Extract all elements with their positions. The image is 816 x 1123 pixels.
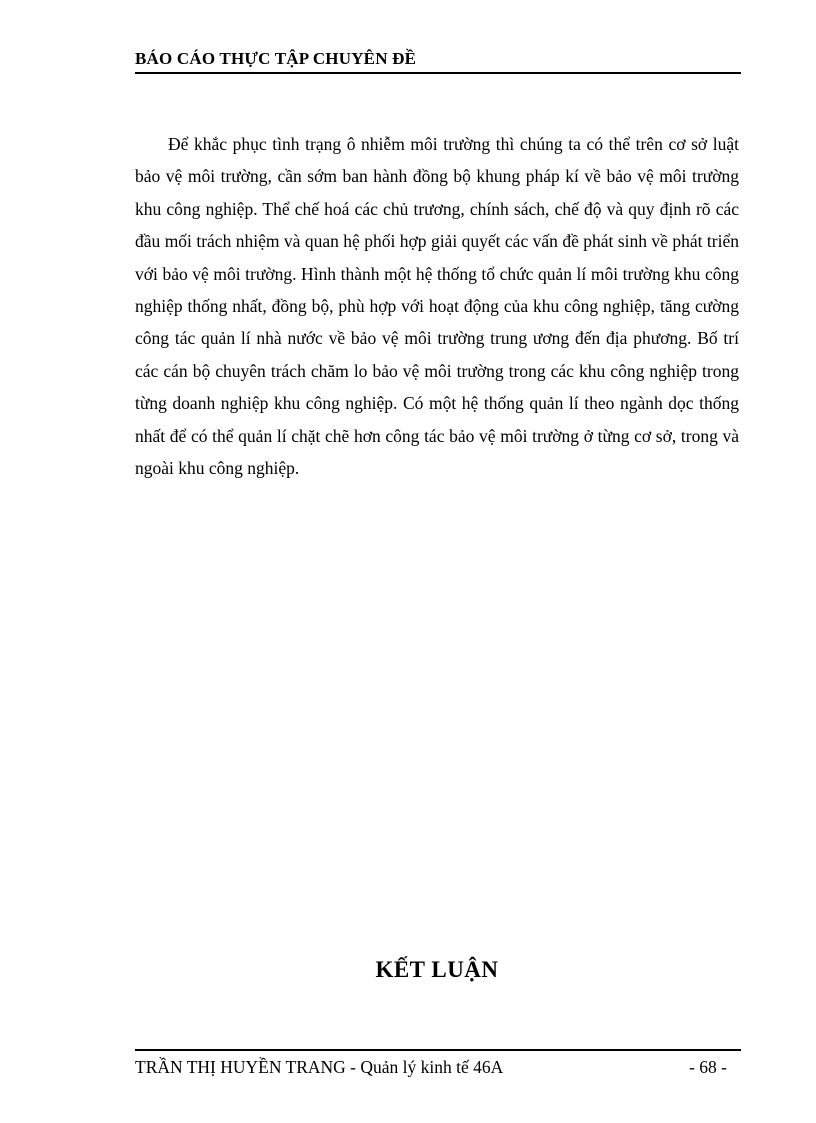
page-header [135, 48, 741, 74]
footer-row [135, 1055, 741, 1079]
footer-author: TRẦN THỊ HUYỀN TRANG - Quản lý kinh tế 46A [135, 1057, 504, 1077]
page-footer [135, 1049, 741, 1079]
page-number: - 68 - [689, 1057, 727, 1077]
header-rule [135, 72, 741, 74]
header-title: BÁO CÁO THỰC TẬP CHUYÊN ĐỀ [135, 49, 417, 68]
footer-rule [135, 1049, 741, 1051]
body-paragraph: Để khắc phục tình trạng ô nhiễm môi trường thì chúng ta có thể trên cơ sở luật bảo vệ môi trường, cần sớm ban hành đồng bộ khung pháp kí về bảo vệ môi trường khu công nghiệp. Thể chế hoá các chủ trương, chính sách, chế độ và quy định rõ các đầu mối trách nhiệm và quan hệ phối hợp giải quyết các vấn đề phát sinh về phát triển với bảo vệ môi trường. Hình thành một hệ thống tổ chức quản lí môi trường khu công nghiệp thống nhất, đồng bộ, phù hợp với hoạt động của khu công nghiệp, tăng cường công tác quản lí nhà nước về bảo vệ môi trường trung ương đến địa phương. Bố trí các cán bộ chuyên trách chăm lo bảo vệ môi trường trong các khu công nghiệp trong từng doanh nghiệp khu công nghiệp. Có một hệ thống quản lí theo ngành dọc thống nhất để có thể quản lí chặt chẽ hơn công tác bảo vệ môi trường ở từng cơ sở, trong và ngoài khu công nghiệp. [135, 134, 739, 479]
conclusion-heading: KẾT LUẬN [375, 957, 499, 982]
